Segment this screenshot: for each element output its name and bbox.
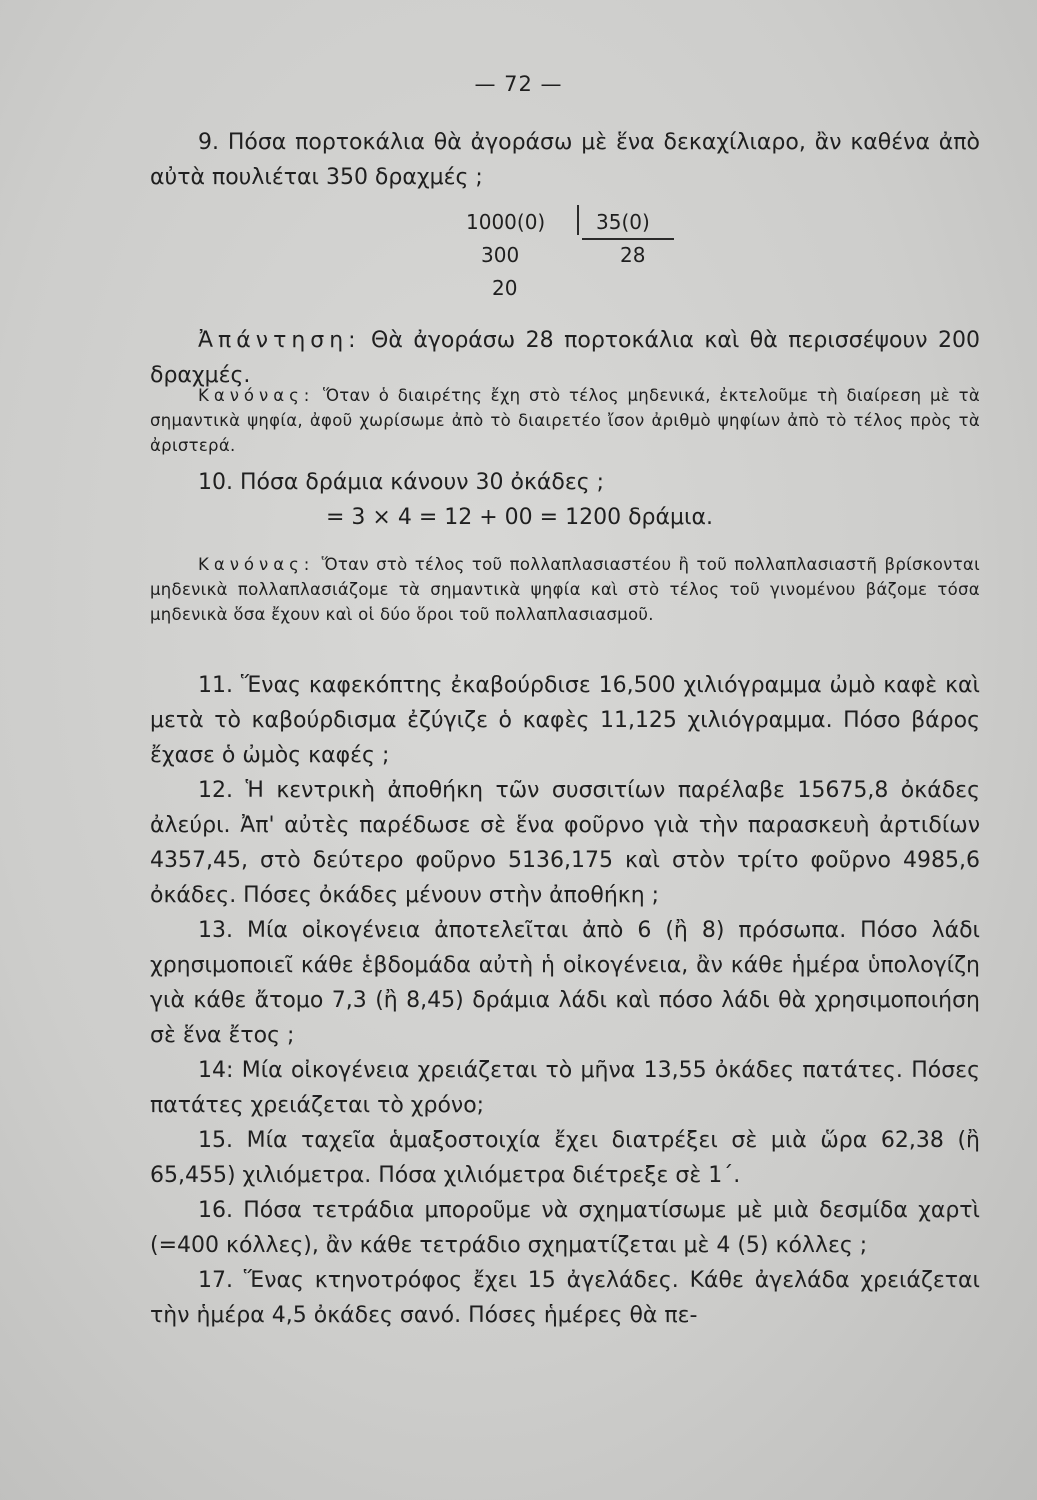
rule-9-text: Ὅταν ὁ διαιρέτης ἔχη στὸ τέλος μηδενικά, ἐκτελοῦμε τὴ διαίρεση μὲ τὰ σημαντικὰ ψηφία, ἀφοῦ χωρίσωμε ἀπὸ τὸ διαιρετέο ἴσον ἀριθμὸ ψηφίων ἀπὸ τὸ τέλος πρὸς τὰ ἀριστερά. <box>150 386 980 455</box>
answer-label: Ἀπάντηση: <box>198 328 361 353</box>
problem-14: 14: Μία οἰκογένεια χρειάζεται τὸ μῆνα 13,55 ὀκάδες πατάτες. Πόσες πατάτες χρειάζεται τὸ χρόνο; <box>150 1058 980 1118</box>
rule-9 <box>150 383 980 458</box>
problem-16: 16. Πόσα τετράδια μποροῦμε νὰ σχηματίσωμε μὲ μιὰ δεσμίδα χαρτὶ (=400 κόλλες), ἂν κάθε τετράδιο σχηματίζεται μὲ 4 (5) κόλλες ; <box>150 1198 980 1258</box>
answer-text: Θὰ ἀγοράσω 28 πορτοκάλια καὶ θὰ περισσέψουν 200 δραχμές. <box>150 328 980 388</box>
problem-10-equation: = 3 × 4 = 12 + 00 = 1200 δράμια. <box>326 505 713 530</box>
page-number: — 72 — <box>474 72 563 96</box>
problem-10-text: 10. Πόσα δράμια κάνουν 30 ὀκάδες ; <box>198 470 605 495</box>
problem-11: 11. Ἕνας καφεκόπτης ἐκαβούρδισε 16,500 χιλιόγραμμα ὠμὸ καφὲ καὶ μετὰ τὸ καβούρδισμα ἐζύγιζε ὁ καφὲς 11,125 χιλιόγραμμα. Πόσο βάρος ἔχασε ὁ ὠμὸς καφές ; <box>150 673 980 768</box>
problem-10 <box>150 465 980 500</box>
problem-17: 17. Ἕνας κτηνοτρόφος ἔχει 15 ἀγελάδες. Κάθε ἀγελάδα χρειάζεται τὴν ἡμέρα 4,5 ὀκάδες σανό. Πόσες ἡμέρες θὰ πε- <box>150 1268 980 1328</box>
rule-10-label: Κανόνας: <box>198 555 315 574</box>
division-underline <box>582 238 674 240</box>
problem-9 <box>150 125 980 195</box>
division-remainder-1: 300 <box>481 243 520 267</box>
division-remainder-2: 20 <box>492 276 518 300</box>
division-bar <box>577 205 579 235</box>
rule-10-paragraph <box>150 552 980 627</box>
division-dividend: 1000(0) <box>466 210 546 234</box>
problem-13: 13. Μία οἰκογένεια ἀποτελεῖται ἀπὸ 6 (ἢ 8) πρόσωπα. Πόσο λάδι χρησιμοποιεῖ κάθε ἑβδομάδα αὐτὴ ἡ οἰκογένεια, ἂν κάθε ἡμέρα ὑπολογίζη γιὰ κάθε ἄτομο 7,3 (ἢ 8,45) δράμια λάδι καὶ πόσο λάδι θὰ χρησιμοποιήση σὲ ἕνα ἔτος ; <box>150 918 980 1048</box>
rule-9-paragraph <box>150 383 980 458</box>
problem-list <box>150 668 980 1333</box>
division-quotient: 28 <box>620 243 646 267</box>
rule-9-label: Κανόνας: <box>198 386 315 405</box>
rule-10-text: Ὅταν στὸ τέλος τοῦ πολλαπλασιαστέου ἢ τοῦ πολλαπλασιαστῆ βρίσκονται μηδενικὰ πολλαπλασιάζομε τὰ σημαντικὰ ψηφία καὶ στὸ τέλος τοῦ γινομένου βάζομε τόσα μηδενικὰ ὅσα ἔχουν καὶ οἱ δύο ὅροι τοῦ πολλαπλασιασμοῦ. <box>150 555 980 624</box>
division-divisor: 35(0) <box>596 210 650 234</box>
problem-9-text: 9. Πόσα πορτοκάλια θὰ ἀγοράσω μὲ ἕνα δεκαχίλιαρο, ἂν καθένα ἀπὸ αὐτὰ πουλιέται 350 δραχμές ; <box>150 130 980 190</box>
problem-15: 15. Μία ταχεῖα ἁμαξοστοιχία ἔχει διατρέξει σὲ μιὰ ὥρα 62,38 (ἢ 65,455) χιλιόμετρα. Πόσα χιλιόμετρα διέτρεξε σὲ 1΄. <box>150 1128 980 1188</box>
problem-12: 12. Ἡ κεντρικὴ ἀποθήκη τῶν συσσιτίων παρέλαβε 15675,8 ὀκάδες ἀλεύρι. Ἀπ' αὐτὲς παρέδωσε σὲ ἕνα φοῦρνο γιὰ τὴν παρασκευὴ ἀρτιδίων 4357,45, στὸ δεύτερο φοῦρνο 5136,175 καὶ στὸν τρίτο φοῦρνο 4985,6 ὀκάδες. Πόσες ὀκάδες μένουν στὴν ἀποθήκη ; <box>150 778 980 908</box>
rule-10 <box>150 552 980 627</box>
